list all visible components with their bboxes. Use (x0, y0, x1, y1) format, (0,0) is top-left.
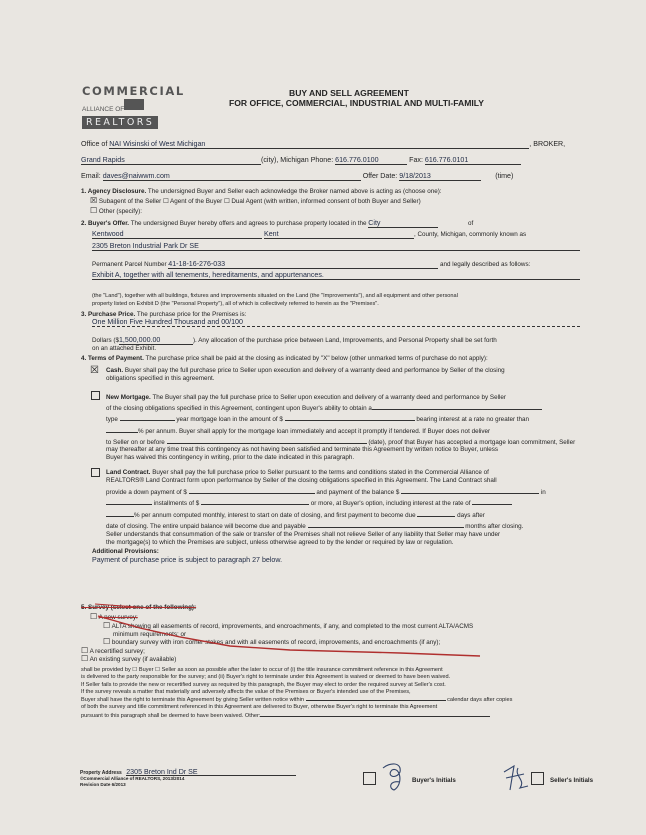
title-line-1: BUY AND SELL AGREEMENT (289, 88, 409, 98)
sec3-heading: 3. Purchase Price. (81, 311, 136, 318)
installments-text: or more, at Buyer's option, including interest at the rate of (310, 500, 471, 508)
mortgage-text-5a: to Seller on or before (106, 438, 165, 446)
balance-label: and payment of the balance $ (316, 488, 400, 496)
balance-field[interactable] (401, 488, 539, 494)
land-text-2: property listed on Exhibit D (the "Personal Property"), all of which is collectively referred to herein as the "Premises". (92, 300, 379, 307)
boundary-checkbox[interactable]: ☐ (103, 637, 111, 646)
survey-text-2: is delivered to the party responsible for the survey; and (ii) Buyer's right to terminate under this Agreement is waived or deemed to have been waived. (81, 674, 451, 681)
sec2-text: The undersigned Buyer hereby offers and agrees to purchase property located in the (130, 220, 367, 227)
sec3-text: The purchase price for the Premises is: (136, 311, 247, 318)
additional-provisions (92, 548, 282, 564)
additional-provisions-label: Additional Provisions: (92, 548, 159, 555)
buyer-initials-label: Buyer's Initials (412, 777, 456, 784)
mortgage-loan-type-field[interactable] (372, 404, 542, 410)
land-text-5b: days after (457, 512, 485, 520)
mortgage-amount-field[interactable] (285, 415, 415, 421)
survey-text-5b: calendar days after copies (447, 697, 513, 704)
land-contract-option (106, 469, 546, 546)
land-text-5a: % per annum computed monthly, interest to start on date of closing, and first payment to become due (134, 512, 416, 520)
land-contract-checkbox[interactable] (91, 468, 100, 477)
legal-description-field[interactable]: Exhibit A, together with all tenements, hereditaments, and appurtenances. (92, 271, 580, 280)
phone-label: Phone: (310, 156, 334, 164)
alta-text-2: minimum requirements; or (113, 630, 187, 638)
logo-alliance: ALLIANCE OF (82, 106, 125, 113)
dollars-line (92, 336, 582, 353)
alta-checkbox[interactable]: ☐ (103, 621, 111, 630)
mortgage-type-field[interactable] (120, 415, 175, 421)
office-prefix: Office of (81, 140, 108, 148)
mortgage-date-field[interactable] (167, 438, 367, 444)
alta-text-1: ALTA showing all easements of record, improvements, and encroachments, if any, and completed to the most current ALTA/ACMS (111, 623, 474, 630)
offer-date-label: Offer Date: (362, 172, 398, 180)
mortgage-text-7: Buyer has waived this contingency in writing, prior to the date indicated in this paragraph. (106, 453, 355, 461)
city-line (81, 156, 581, 165)
title-line-2: FOR OFFICE, COMMERCIAL, INDUSTRIAL AND MULTI-FAMILY (229, 98, 484, 108)
mortgage-years-label: year mortgage loan in the amount of $ (176, 416, 283, 423)
address-line (92, 242, 580, 251)
survey-text-6: of both the survey and title commitment referenced in this Agreement are delivered to Buyer, otherwise Buyer's right to terminate this Agreement (81, 704, 438, 711)
installments-count-field[interactable] (106, 499, 152, 505)
office-field[interactable]: NAI Wisinski of West Michigan (109, 140, 529, 149)
land-rate-field[interactable] (106, 511, 134, 517)
dollars-label: Dollars ($ (92, 337, 119, 344)
land-text-6a: date of closing. The entire unpaid balance will become due and payable (106, 522, 306, 530)
balance-in: in (540, 488, 546, 496)
down-payment-field[interactable] (189, 488, 315, 494)
existing-survey-checkbox[interactable]: ☐ (81, 654, 89, 663)
parcel-field[interactable]: 41-18-16-276-033 (168, 260, 438, 269)
sec1-heading: 1. Agency Disclosure. (81, 188, 147, 195)
mortgage-text-1: The Buyer shall pay the full purchase price to Seller upon execution and delivery of a warranty deed and performance by Seller (152, 394, 506, 401)
section-1 (81, 187, 581, 216)
city-field[interactable]: Grand Rapids (81, 156, 261, 165)
city-type-field[interactable]: City (368, 219, 438, 228)
mortgage-rate-field[interactable] (106, 427, 138, 433)
footer-left (80, 767, 296, 788)
mortgage-text-4: % per annum. Buyer shall apply for the mortgage loan immediately and accept it promptly if tendered. If Buyer does not deliver (138, 428, 491, 435)
land-text-6b: months after closing. (465, 522, 524, 530)
red-annotation-strikes (80, 600, 500, 660)
land-text-8: the mortgage(s) to which the Premises are subject, unless otherwise agreed to by the lender or required by law or regulation. (106, 538, 454, 546)
new-survey-checkbox[interactable]: ☐ (90, 612, 98, 621)
sec1-options: Subagent of the Seller ☐ Agent of the Buyer ☐ Dual Agent (with written, informed consent of both Buyer and Seller) (98, 198, 421, 205)
first-payment-days-field[interactable] (417, 511, 455, 517)
parcel-line (92, 260, 582, 269)
down-payment-label: provide a down payment of $ (106, 488, 187, 496)
mortgage-text-2: of the closing obligations specified in this Agreement, contingent upon Buyer's ability to obtain a (106, 405, 372, 412)
survey-text-5a: Buyer shall have the right to terminate this Agreement by giving Seller written notice within (81, 697, 304, 704)
installments-rate-field[interactable] (472, 499, 512, 505)
logo-realtors: REALTORS (82, 116, 158, 129)
land-contract-text-1: Buyer shall pay the full purchase price to Seller pursuant to the terms and conditions stated in the Commercial Alliance of (152, 469, 489, 476)
office-line (81, 140, 581, 149)
revision-date: Revision Date 6/2013 (80, 782, 126, 787)
sec4-text: The purchase price shall be paid at the closing as indicated by "X" below (other unmarked terms of purchase do not apply): (145, 355, 488, 362)
strike-new-survey (98, 616, 480, 656)
section-3 (81, 311, 581, 327)
sec5-heading: 5. Survey (select one of the following): (81, 604, 197, 611)
broker-label: , BROKER, (529, 140, 566, 148)
logo (82, 84, 185, 130)
survey-text-3: If Seller fails to provide the new or recertified survey as required by this paragraph, the Buyer may elect to order the required survey at Seller's cost. (81, 681, 446, 688)
cash-text-1: Buyer shall pay the full purchase price to Seller upon execution and delivery of a warranty deed and performance by Seller of the closing (124, 367, 505, 374)
section-2 (81, 219, 581, 228)
seller-initials-label: Seller's Initials (550, 777, 594, 784)
buyer-initials-signature (380, 760, 408, 794)
fax-label: Fax: (409, 156, 423, 164)
land-contract-heading: Land Contract. (106, 469, 151, 476)
strike-heading (95, 604, 150, 608)
land-text-1: (the "Land"), together with all buildings, fixtures and improvements situated on the Land (the "Improvements"), and all equipment and other personal (92, 293, 458, 299)
property-address-field[interactable]: 2305 Breton Ind Dr SE (126, 769, 296, 776)
survey-text-4: If the survey reveals a matter that materially and adversely affects the value of the Premises or Buyer's intended use of the Premises, (81, 688, 411, 695)
land-contract-text-2: REALTORS® Land Contract form upon performance by Seller of the closing obligations specified in this Agreement. The Land Contract shall (106, 476, 497, 484)
sec2-of: of (468, 220, 474, 227)
seller-initials-signature (500, 760, 530, 794)
installments-amount-field[interactable] (201, 499, 309, 505)
sec2-heading: 2. Buyer's Offer. (81, 220, 130, 227)
section-4 (81, 355, 581, 362)
additional-provisions-field[interactable]: Payment of purchase price is subject to paragraph 27 below. (92, 556, 283, 564)
email-line (81, 172, 581, 181)
exhibit-line (92, 271, 580, 280)
recertified-label: A recertified survey; (89, 647, 145, 655)
seller-initials-box[interactable] (531, 772, 544, 785)
phone-field[interactable]: 616.776.0100 (335, 156, 407, 165)
mortgage-type-label: type (106, 416, 118, 423)
buyer-initials-stroke (383, 764, 400, 790)
mortgage-checkbox[interactable] (91, 391, 100, 400)
sec3-exhibit: on an attached Exhibit. (92, 345, 157, 352)
cash-text-2: obligations specified in this agreement. (106, 375, 215, 382)
logo-r-mark (124, 99, 144, 110)
mortgage-cont (106, 427, 575, 461)
boundary-text: boundary survey with iron corner stakes and with all easements of record, improvements, and encroachments (if any); (111, 639, 441, 646)
sec1-text: The undersigned Buyer and Seller each acknowledge the Broker named above is acting as (choose one): (147, 188, 442, 195)
email-field[interactable]: daves@naiwwm.com (103, 172, 361, 181)
email-label: Email: (81, 172, 101, 180)
logo-commercial: COMMERCIAL (82, 84, 185, 98)
mortgage-option (106, 392, 542, 425)
parcel-suffix: and legally described as follows: (440, 261, 531, 268)
copyright: ©Commercial Alliance of REALTORS, 2013/2014 (80, 776, 185, 781)
other-checkbox[interactable]: ☐ (90, 206, 98, 215)
recertified-checkbox[interactable]: ☐ (81, 645, 89, 655)
address-field[interactable]: 2305 Breton Industrial Park Dr SE (92, 242, 580, 251)
property-address-label: Property Address (80, 770, 122, 776)
price-words-field[interactable]: One Million Five Hundred Thousand and 00/100 (92, 319, 580, 328)
fax-field[interactable]: 616.776.0101 (425, 156, 521, 165)
document-title (229, 88, 569, 108)
survey-text-7: pursuant to this paragraph shall be deemed to have been waived. Other: (81, 712, 261, 719)
city-suffix: (city), Michigan (261, 156, 309, 164)
survey-other-field[interactable] (260, 712, 490, 717)
mortgage-heading: New Mortgage. (106, 394, 151, 401)
buyer-initials-box[interactable] (363, 772, 376, 785)
township-field[interactable]: Kentwood (92, 230, 262, 239)
existing-survey-label: An existing survey (if available) (89, 656, 177, 663)
mortgage-interest-label: bearing interest at a rate no greater than (416, 416, 530, 423)
parcel-label: Permanent Parcel Number (92, 261, 167, 268)
mortgage-text-6: may thereafter at any time treat this contingency as not having been satisfied and terminate this Agreement by written notice to Buyer, unless (106, 446, 499, 454)
cash-checkbox[interactable]: ☒ (90, 365, 99, 376)
installments-label: installments of $ (153, 500, 200, 508)
survey-text-1: shall be provided by ☐ Buyer ☐ Seller as soon as possible after the later to occur of (i) the title insurance commitment reference in this Agreement (81, 667, 443, 673)
sec4-heading: 4. Terms of Payment. (81, 355, 144, 362)
land-text (92, 293, 458, 308)
seller-initials-stroke (504, 766, 528, 790)
mortgage-text-5b: (date), proof that Buyer has accepted a mortgage loan commitment, Seller (368, 438, 576, 446)
sec1-other: Other (specify): (98, 208, 142, 215)
survey-paragraph (81, 667, 512, 720)
dollars-suffix: ). Any allocation of the purchase price between Land, Improvements, and Personal Property shall be set forth (192, 337, 497, 344)
termination-days-field[interactable] (306, 696, 446, 701)
county-field[interactable]: Kent (264, 230, 414, 239)
dollars-field[interactable]: 1,500,000.00 (119, 336, 193, 345)
balloon-months-field[interactable] (308, 522, 464, 528)
township-line (92, 230, 582, 239)
county-suffix: , County, Michigan, commonly known as (413, 231, 527, 238)
cash-option (106, 367, 505, 383)
subagent-checkbox[interactable]: ☒ (90, 196, 98, 205)
land-text-7: Seller understands that consummation of the sale or transfer of the Premises shall not relieve Seller of any liability that Seller may have under (106, 530, 501, 538)
cash-heading: Cash. (106, 367, 124, 374)
time-label: (time) (495, 172, 514, 180)
offer-date-field[interactable]: 9/18/2013 (399, 172, 481, 181)
new-survey-label: A new survey: (98, 614, 138, 621)
